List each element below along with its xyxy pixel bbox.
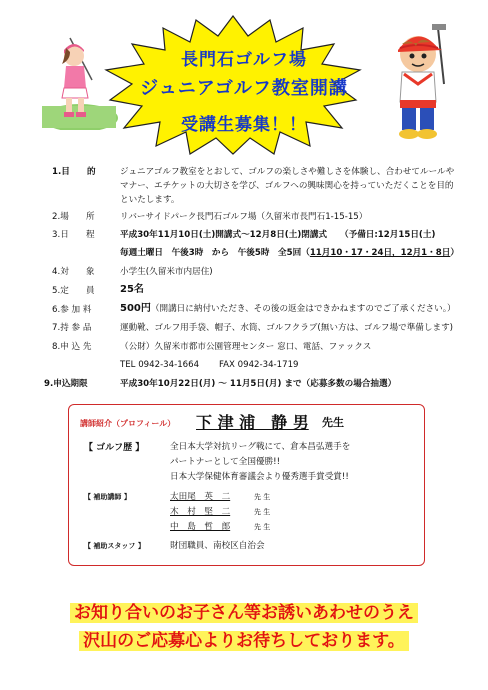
item-apply-value: （公財）久留米市都市公園管理センター 窓口、電話、ファックス: [120, 342, 372, 352]
title-golf-course: 長門石ゴルフ場: [181, 50, 307, 70]
item-apply-phone-fax: TEL 0942-34-1664 FAX 0942-34-1719: [120, 360, 299, 370]
title-recruitment: 受講生募集！！: [181, 115, 307, 135]
boy-golfer-illustration: [380, 24, 460, 140]
title-junior-class: ジュニアゴルフ教室開講: [140, 78, 348, 99]
item-fee-value: [120, 303, 456, 315]
item-place-value: リバーサイドパーク長門石ゴルフ場（久留米市長門石1-15-15）: [120, 212, 368, 222]
item-fee-label: 6.参 加 料: [52, 305, 92, 315]
schedule-close-paren: ）: [450, 248, 459, 258]
fee-note: （開講日に納付いただき、その後の返金はできかねますのでご了承ください。）: [150, 304, 456, 314]
purpose-text-2: マナー、エチケットの大切さを学び、ゴルフへの興味関心を持っていただくことを目的: [120, 181, 454, 191]
assistant-staff-value: 財団職員、南校区自治会: [170, 541, 265, 551]
assistant-title-2: 先 生: [254, 508, 271, 516]
golf-history-line-3: 日本大学保健体育審議会より優秀選手賞受賞!!: [170, 472, 349, 482]
purpose-text-1: ジュニアゴルフ教室をとおして、ゴルフの楽しさや難しさを体験し、合わせてルールや: [120, 167, 455, 177]
girl-golfer-illustration: [40, 30, 118, 130]
golf-history-line-1: 全日本大学対抗リーグ戦にて、倉本昌弘選手を: [170, 442, 351, 452]
item-deadline-value: 平成30年10月22日(月) ～ 11月5日(月) まで（応募多数の場合抽選）: [120, 379, 397, 389]
item-apply-label: 8.申 込 先: [52, 342, 92, 352]
footer-line-1-text: お知り合いのお子さん等お誘いあわせのうえ: [70, 603, 418, 623]
item-schedule-weekly: [120, 247, 459, 259]
item-schedule-dates: 平成30年11月10日(土)開講式～12月8日(土)閉講式: [120, 230, 328, 240]
item-belongings-label: 7.持 参 品: [52, 323, 92, 333]
item-schedule-label: 3.日 程: [52, 230, 95, 240]
item-capacity-value: 25名: [120, 284, 144, 295]
schedule-weekly-text: 毎週土曜日 午後3時 から 午後5時 全5回（: [120, 248, 310, 258]
item-capacity-label: 5.定 員: [52, 286, 95, 296]
golf-history-label: 【 ゴルフ歴 】: [84, 443, 145, 453]
instructor-name: 下 津 浦 静 男: [196, 413, 309, 432]
instructor-intro-label: 講師紹介（プロフィール）: [80, 419, 176, 428]
item-schedule-reserve: （予備日:12月15日(土): [340, 230, 436, 240]
assistant-title-3: 先 生: [254, 523, 271, 531]
assistant-staff-label: 【 補助スタッフ 】: [84, 542, 145, 550]
item-belongings-value: 運動靴、ゴルフ用手袋、帽子、水筒、ゴルフクラブ(無い方は、ゴルフ場で準備します): [120, 323, 454, 333]
assistant-title-1: 先 生: [254, 493, 271, 501]
golf-history-line-2: パートナーとして全国優勝!!: [170, 457, 281, 467]
item-target-label: 4.対 象: [52, 267, 95, 277]
item-place-label: 2.場 所: [52, 212, 95, 222]
footer-line-1: [0, 598, 488, 623]
item-purpose-label: 1.目 的: [52, 167, 96, 177]
purpose-text-3: といたします。: [120, 195, 180, 205]
assistant-instructors-label: 【 補助講師 】: [84, 493, 131, 501]
footer-line-2-text: 沢山のご応募心よりお待ちしております。: [79, 631, 409, 651]
schedule-session-dates: 11月10・17・24日，12月1・8日: [309, 248, 451, 258]
item-deadline-label: 9.申込期限: [44, 379, 88, 389]
assistant-name-1: 太田尾 英 二: [170, 492, 231, 502]
assistant-name-2: 木 村 堅 二: [170, 507, 231, 517]
footer-line-2: [0, 626, 488, 651]
instructor-honorific: 先生: [322, 416, 344, 429]
assistant-name-3: 中 島 哲 郎: [170, 522, 231, 532]
fee-amount: 500円: [120, 303, 151, 314]
item-target-value: 小学生(久留米市内居住): [120, 267, 213, 277]
